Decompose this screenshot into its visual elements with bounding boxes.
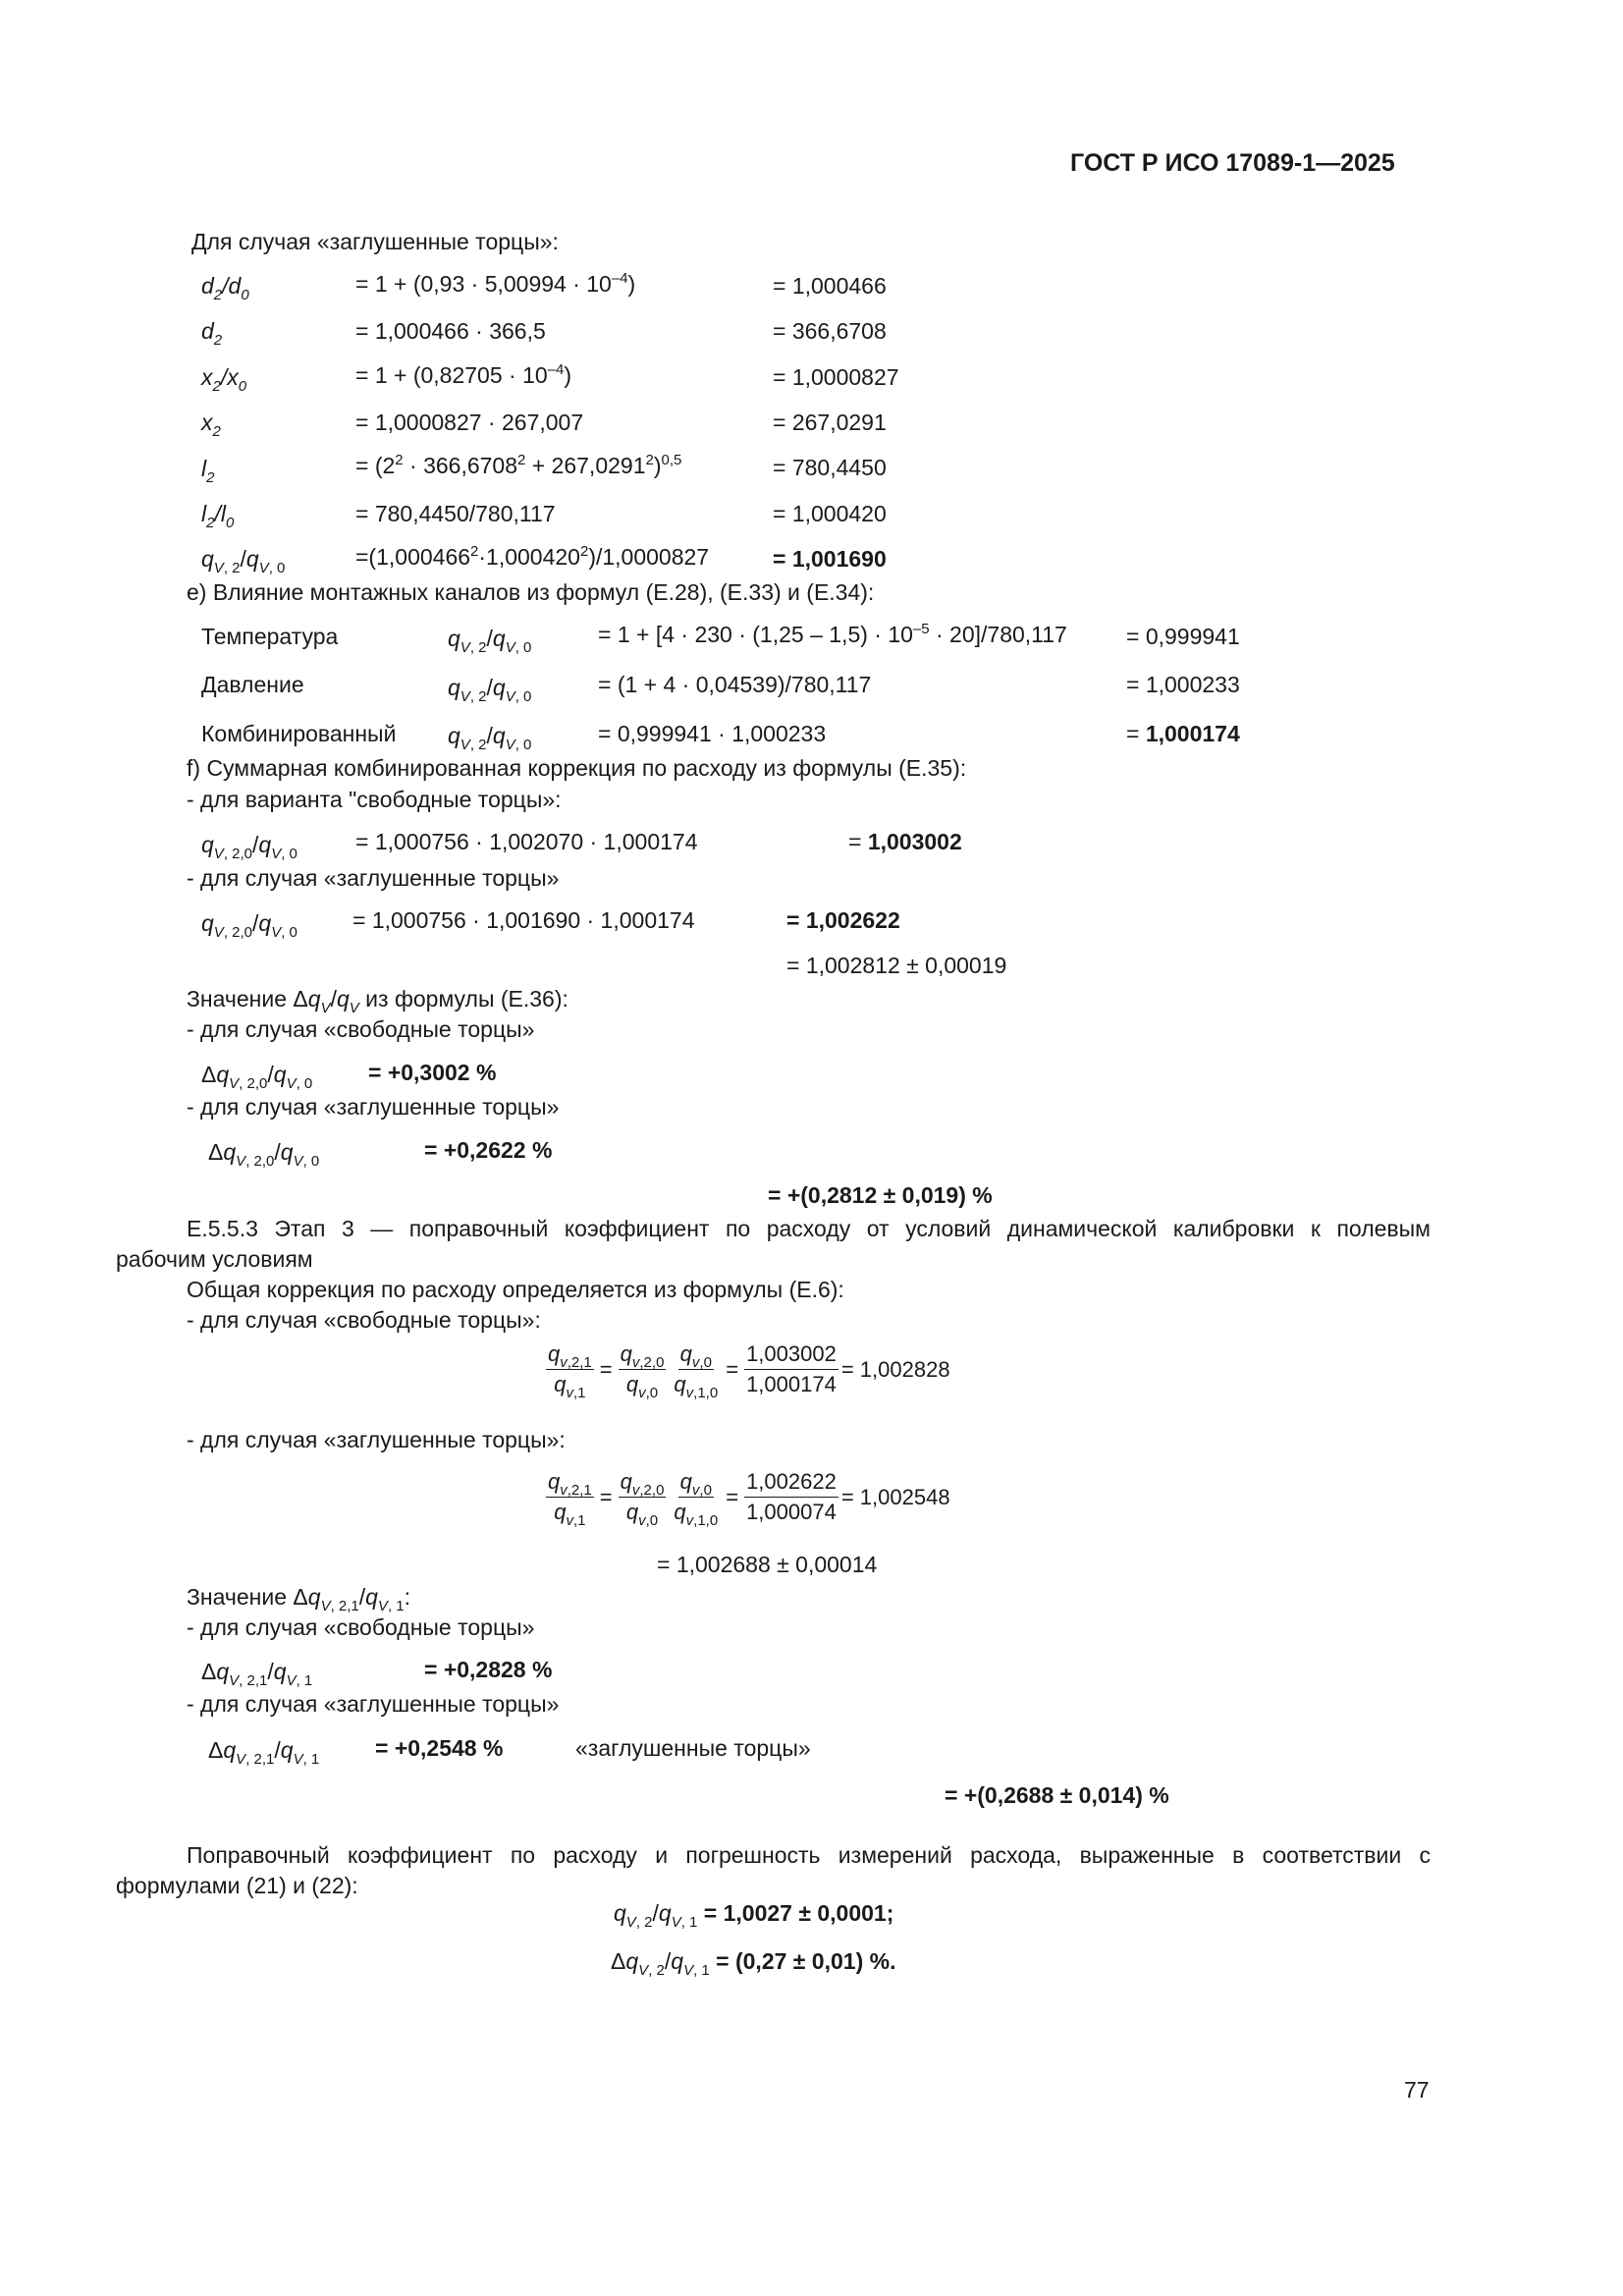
var-q-ratio: $q_{V, 2}/q_{V, 0}$ [201,546,286,576]
stage3-blocked-equation: $\frac{q_{v,2,1}}{q_{v,1}}$ = $\frac{q_{v,2,0}}{q_{v,0}}$ $\frac{q_{v,0}}{q_{v,1,0}}$ = $\frac{1,002622}{1,000074}$ = 1,002548 [548,1469,950,1529]
free-total-var: $q_{V, 2,0}/q_{V, 0}$ [201,832,298,862]
expr-d2: = 1,000466 · 366,5 [355,318,546,344]
result-d2-d0: = 1,000466 [773,273,887,299]
document-code: ГОСТ Р ИСО 17089-1—2025 [1070,149,1395,177]
expr-x2-x0: = $1 + (0,82705 \cdot 10^{-4})$ [355,361,572,388]
expr-x2: = 1,0000827 · 267,007 [355,410,584,435]
stage3-free-numerator: 1,003002 [744,1339,839,1370]
final-flow-factor: $q_{V, 2}/q_{V, 1} = 1,0027 \pm 0,0001$; [614,1900,894,1931]
result-q-ratio: = 1,001690 [773,546,887,572]
var-l2-l0: $l_2/l_0$ [201,501,235,531]
delta1-free-val: = +0,3002 % [368,1060,497,1085]
free-total-expr: = 1,000756 · 1,002070 · 1,000174 [355,829,698,854]
blocked-total-expr: = 1,000756 · 1,001690 · 1,000174 [352,907,695,933]
page-number: 77 [1404,2077,1430,2103]
delta2-blocked-val: = +0,2548 % [375,1735,504,1761]
delta2-intro: Значение $\Delta q_{V, 2,1}/q_{V, 1}$: [187,1584,411,1614]
row-combined-label: Комбинированный [201,721,397,746]
delta1-free-label: - для случая «свободные торцы» [187,1016,535,1042]
result-x2-x0: = 1,0000827 [773,364,899,390]
row-pressure-var: $q_{V, 2}/q_{V, 0}$ [448,675,532,705]
blocked-total-result: = 1,002622 [786,907,900,933]
expr-d2-d0: = $1 + (0,93 \cdot 5,00994 \cdot 10^{-4})$ [355,270,636,297]
stage3-general: Общая коррекция по расходу определяется из формулы (Е.6): [187,1277,844,1302]
result-x2: = 267,0291 [773,410,887,435]
row-combined-expr: = 0,999941 · 1,000233 [598,721,827,746]
delta1-summary: = +(0,2812 ± 0,019) % [768,1182,993,1208]
section-e-title: e) Влияние монтажных каналов из формул (Е.28), (Е.33) и (Е.34): [187,579,875,605]
delta1-free-var: $\Delta q_{V, 2,0}/q_{V, 0}$ [201,1062,313,1092]
section-f-title: f) Суммарная комбинированная коррекция по расходу из формулы (Е.35): [187,755,967,781]
free-total-result: = 1,003002 [848,829,962,854]
blocked-intro: Для случая «заглушенные торцы»: [191,229,559,254]
delta2-summary: = +(0,2688 ± 0,014) % [945,1782,1169,1808]
delta1-intro: Значение $\Delta q_V/q_V$ из формулы (Е.36): [187,986,568,1016]
stage3-blocked-label: - для случая «заглушенные торцы»: [187,1427,566,1452]
stage3-free-label: - для случая «свободные торцы»: [187,1307,541,1333]
stage3-blocked-denominator: 1,000074 [746,1500,837,1524]
delta2-blocked-label: - для случая «заглушенные торцы» [187,1691,560,1717]
delta2-blocked-var: $\Delta q_{V, 2,1}/q_{V, 1}$ [208,1737,320,1768]
result-l2: = 780,4450 [773,455,887,480]
stage3-mean: = 1,002688 ± 0,00014 [657,1552,878,1577]
total-mean: = 1,002812 ± 0,00019 [786,953,1007,978]
row-combined-var: $q_{V, 2}/q_{V, 0}$ [448,723,532,753]
stage3-blocked-result: = 1,002548 [840,1484,950,1509]
row-combined-result: = 1,000174 [1126,721,1240,746]
delta1-blocked-var: $\Delta q_{V, 2,0}/q_{V, 0}$ [208,1139,320,1170]
blocked-variant-label: - для случая «заглушенные торцы» [187,865,560,891]
result-l2-l0: = 1,000420 [773,501,887,526]
var-d2-d0: $d_2/d_0$ [201,273,249,303]
free-variant-label: - для варианта "свободные торцы»: [187,787,562,812]
delta1-blocked-val: = +0,2622 % [424,1137,553,1163]
expr-q-ratio: $=(1,000466^2\cdot 1,000420^2)/1,0000827$ [355,543,710,570]
var-x2: $x_2$ [201,410,221,440]
stage3-paragraph-line1: Е.5.5.3 Этап 3 — поправочный коэффициент по расходу от условий динамической калибровки к полевым [187,1216,1431,1241]
row-temperature-label: Температура [201,624,339,649]
stage3-free-equation: $\frac{q_{v,2,1}}{q_{v,1}}$ = $\frac{q_{v,2,0}}{q_{v,0}}$ $\frac{q_{v,0}}{q_{v,1,0}}$ = $\frac{1,003002}{1,000174}$ = 1,002828 [548,1341,950,1401]
row-temperature-result: = 0,999941 [1126,624,1240,649]
conclusion-line1: Поправочный коэффициент по расходу и погрешность измерений расхода, выраженные в соответствии с [187,1842,1431,1868]
delta2-blocked-note: «заглушенные торцы» [575,1735,811,1761]
row-temperature-expr: = $1 + [4 \cdot 230 \cdot (1,25 - 1,5) \cdot 10^{-5} \cdot 20]/780,117$ [598,621,1067,647]
stage3-blocked-numerator: 1,002622 [744,1467,839,1498]
delta1-blocked-label: - для случая «заглушенные торцы» [187,1094,560,1120]
delta2-free-label: - для случая «свободные торцы» [187,1614,535,1640]
delta2-free-val: = +0,2828 % [424,1657,553,1682]
expr-l2: = $(2^2 \cdot 366,6708^2 + 267,0291^2)^{0,5}$ [355,452,682,478]
expr-l2-l0: = 780,4450/780,117 [355,501,556,526]
row-temperature-var: $q_{V, 2}/q_{V, 0}$ [448,626,532,656]
row-pressure-label: Давление [201,672,304,697]
conclusion-line2: формулами (21) и (22): [116,1873,358,1898]
delta2-free-var: $\Delta q_{V, 2,1}/q_{V, 1}$ [201,1659,313,1689]
var-l2: $l_2$ [201,456,215,486]
row-pressure-result: = 1,000233 [1126,672,1240,697]
row-pressure-expr: = (1 + 4 · 0,04539)/780,117 [598,672,872,697]
var-d2: $d_2$ [201,318,223,349]
stage3-free-denominator: 1,000174 [746,1372,837,1396]
stage3-paragraph-line2: рабочим условиям [116,1246,313,1272]
stage3-free-result: = 1,002828 [840,1356,950,1382]
final-flow-error: $\Delta q_{V, 2}/q_{V, 1} = (0,27 \pm 0,01)$ %. [611,1948,896,1979]
result-d2: = 366,6708 [773,318,887,344]
var-x2-x0: $x_2/x_0$ [201,364,247,395]
blocked-total-var: $q_{V, 2,0}/q_{V, 0}$ [201,910,298,941]
